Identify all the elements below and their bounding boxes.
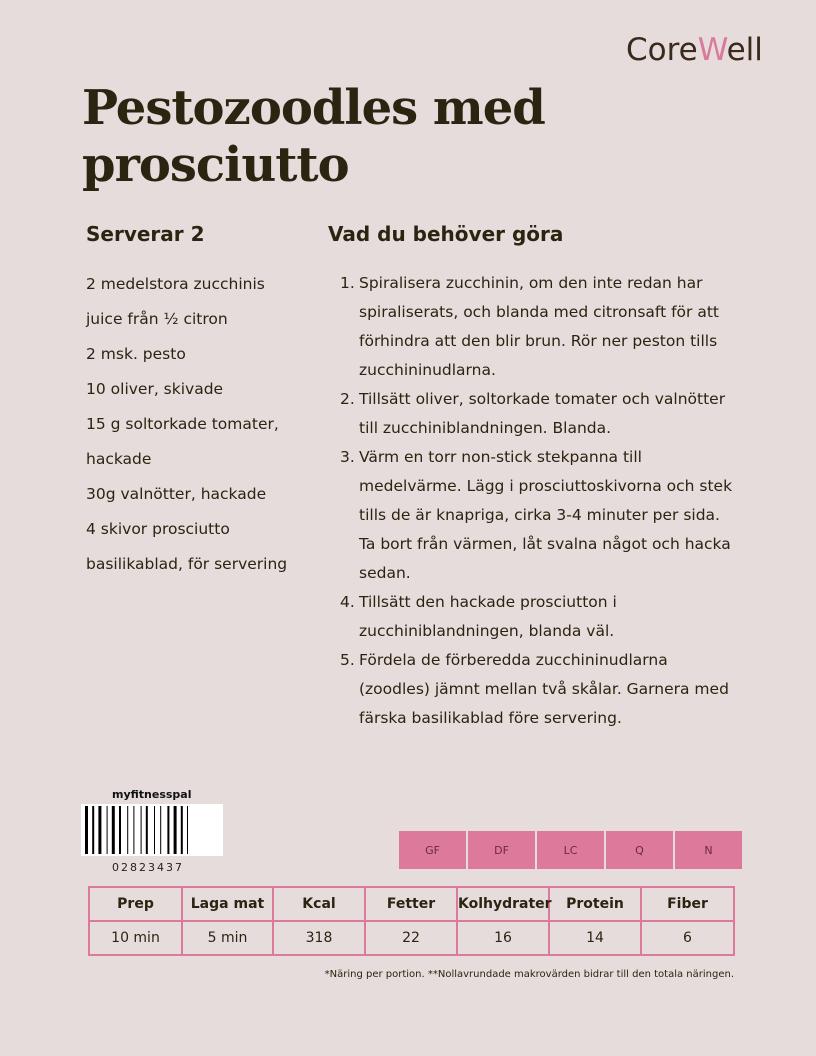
ingredient-item: basilikablad, för servering — [86, 555, 288, 573]
step-text: Tillsätt oliver, soltorkade tomater och valnötter till zucchiniblandningen. Blanda. — [359, 390, 726, 437]
nutrition-value-row — [89, 921, 734, 955]
diet-tags — [399, 831, 742, 869]
brand-logo — [626, 32, 763, 68]
nutrition-value-kcal: 318 — [273, 921, 365, 955]
nutrition-footnote: *Näring per portion. **Nollavrundade makrovärden bidrar till den totala näringen. — [324, 969, 734, 980]
ingredient-item: juice från ½ citron — [86, 310, 228, 328]
ingredient-item: 4 skivor prosciutto — [86, 520, 230, 538]
step-number: 1. — [340, 274, 355, 292]
instruction-step — [340, 385, 736, 443]
step-number: 4. — [340, 593, 355, 611]
nutrition-header-prep: Prep — [89, 887, 182, 921]
diet-tag-lc: LC — [537, 831, 604, 869]
nutrition-header-fat: Fetter — [365, 887, 457, 921]
nutrition-value-cook: 5 min — [182, 921, 273, 955]
step-number: 3. — [340, 448, 355, 466]
step-number: 2. — [340, 390, 355, 408]
nutrition-header-kcal: Kcal — [273, 887, 365, 921]
nutrition-header-fiber: Fiber — [641, 887, 734, 921]
step-number: 5. — [340, 651, 355, 669]
nutrition-value-protein: 14 — [549, 921, 641, 955]
nutrition-value-fat: 22 — [365, 921, 457, 955]
diet-tag-gf: GF — [399, 831, 466, 869]
diet-tag-q: Q — [606, 831, 673, 869]
barcode-image — [81, 804, 223, 856]
servings-heading: Serverar 2 — [86, 222, 205, 246]
instruction-step — [340, 443, 736, 588]
instruction-step — [340, 269, 736, 385]
brand-logo-part-core: Core — [626, 32, 698, 68]
instructions-heading: Vad du behöver göra — [328, 222, 564, 246]
nutrition-value-carbs: 16 — [457, 921, 549, 955]
step-text: Spiralisera zucchinin, om den inte redan har spiraliserats, och blanda med citronsaft för att förhindra att den blir brun. Rör ner peston tills zucchininudlarna. — [359, 274, 719, 379]
diet-tag-df: DF — [468, 831, 535, 869]
nutrition-table — [88, 886, 735, 956]
nutrition-value-fiber: 6 — [641, 921, 734, 955]
nutrition-header-carbs: Kolhydrater — [457, 887, 549, 921]
nutrition-value-prep: 10 min — [89, 921, 182, 955]
ingredients-list — [86, 267, 306, 582]
ingredient-item: 2 msk. pesto — [86, 345, 186, 363]
nutrition-header-row — [89, 887, 734, 921]
instruction-step — [340, 588, 736, 646]
ingredient-item: 2 medelstora zucchinis — [86, 275, 265, 293]
instructions-list — [340, 269, 736, 733]
step-text: Tillsätt den hackade prosciutton i zucchiniblandningen, blanda väl. — [359, 593, 617, 640]
brand-logo-part-ell: ell — [726, 32, 763, 68]
diet-tag-n: N — [675, 831, 742, 869]
ingredient-item: 10 oliver, skivade — [86, 380, 224, 398]
recipe-title: Pestozoodles med prosciutto — [82, 80, 545, 193]
instruction-step — [340, 646, 736, 733]
step-text: Fördela de förberedda zucchininudlarna (zoodles) jämnt mellan två skålar. Garnera med färska basilikablad före servering. — [359, 651, 729, 727]
nutrition-header-protein: Protein — [549, 887, 641, 921]
barcode-number: 02823437 — [112, 861, 184, 874]
myfitnesspal-label: myfitnesspal — [112, 788, 192, 801]
nutrition-header-cook: Laga mat — [182, 887, 273, 921]
brand-logo-part-w: W — [697, 32, 727, 68]
ingredient-item: 15 g soltorkade tomater, hackade — [86, 415, 279, 468]
step-text: Värm en torr non-stick stekpanna till medelvärme. Lägg i prosciuttoskivorna och stek tills de är knapriga, cirka 3-4 minuter per sida. Ta bort från värmen, låt svalna något och hacka sedan. — [359, 448, 733, 582]
ingredient-item: 30g valnötter, hackade — [86, 485, 267, 503]
